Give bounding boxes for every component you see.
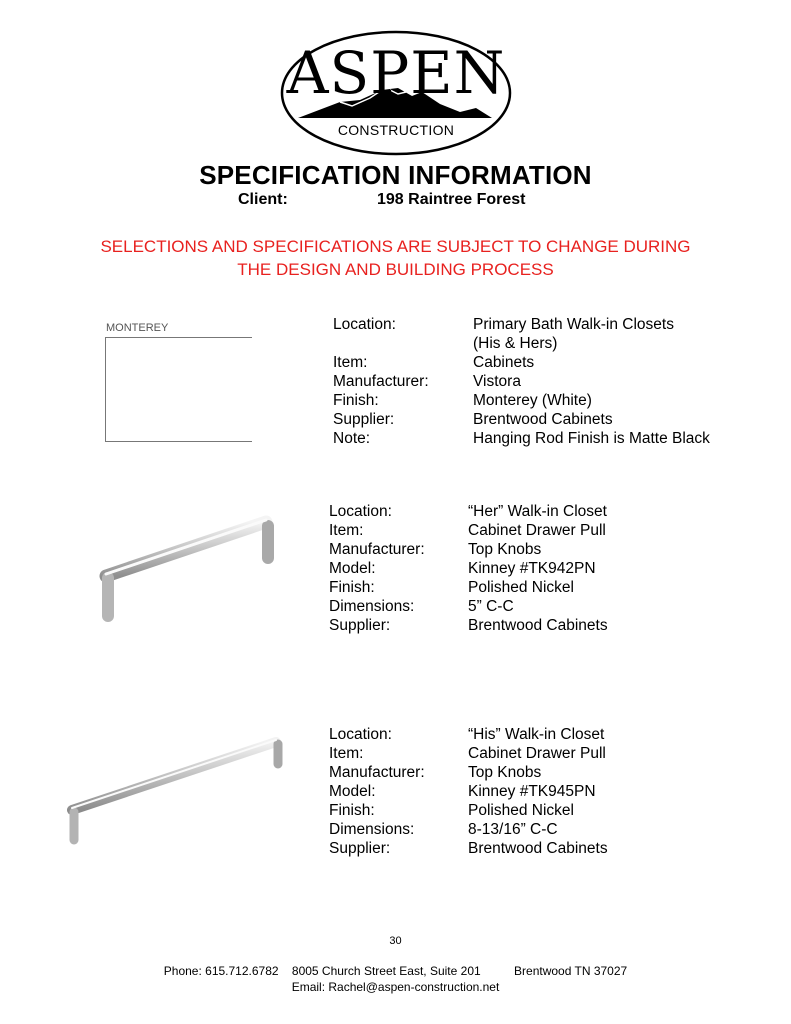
- spec-key: Manufacturer:: [329, 764, 425, 781]
- spec-key: Item:: [329, 745, 364, 762]
- spec-row: [329, 782, 608, 801]
- spec-row: [329, 559, 608, 578]
- spec-key: Finish:: [333, 392, 379, 409]
- spec-value: Monterey (White): [473, 392, 592, 409]
- client-label: Client:: [238, 191, 288, 208]
- spec-value: Polished Nickel: [468, 579, 574, 596]
- change-notice-line: THE DESIGN AND BUILDING PROCESS: [237, 260, 554, 279]
- spec-key: Location:: [333, 316, 396, 333]
- spec-value: Cabinets: [473, 354, 535, 371]
- spec-value: 5” C-C: [468, 598, 514, 615]
- spec-row: [333, 410, 710, 429]
- spec-value: Cabinet Drawer Pull: [468, 522, 606, 539]
- spec-row: [333, 372, 710, 391]
- spec-key: Location:: [329, 503, 392, 520]
- spec-key: [333, 334, 473, 353]
- client-value: 198 Raintree Forest: [377, 191, 526, 208]
- spec-value: Top Knobs: [468, 541, 542, 558]
- spec-row: [329, 502, 608, 521]
- spec-key: Manufacturer:: [329, 541, 425, 558]
- spec-key: Item:: [329, 522, 364, 539]
- spec-value: Brentwood Cabinets: [468, 617, 608, 634]
- spec-key: Supplier:: [329, 617, 391, 634]
- spec-row: [333, 429, 710, 448]
- swatch-label: MONTEREY: [106, 322, 169, 334]
- change-notice: [0, 235, 791, 281]
- spec-key: Dimensions:: [329, 598, 415, 615]
- finish-swatch: [105, 337, 252, 442]
- spec-value: Primary Bath Walk-in Closets: [473, 316, 674, 333]
- footer-email: Email: Rachel@aspen-construction.net: [291, 980, 500, 994]
- spec-key: Note:: [333, 430, 371, 447]
- drawer-pull-image-5in: [98, 508, 283, 628]
- spec-row: [329, 744, 608, 763]
- spec-row: [329, 725, 608, 744]
- spec-row: [329, 540, 608, 559]
- spec-key: Model:: [329, 560, 376, 577]
- spec-value: Brentwood Cabinets: [473, 411, 613, 428]
- spec-key: Supplier:: [333, 411, 395, 428]
- spec-block-her-pull: [329, 502, 608, 635]
- logo-subtitle: CONSTRUCTION: [337, 122, 455, 138]
- footer-contact: Phone: 615.712.6782 8005 Church Street East, Suite 201 Brentwood TN 37027: [163, 964, 628, 978]
- spec-row: [329, 801, 608, 820]
- spec-row: [329, 597, 608, 616]
- spec-key: Manufacturer:: [333, 373, 429, 390]
- spec-key: Location:: [329, 726, 392, 743]
- spec-row: [333, 334, 710, 353]
- logo-wordmark: ASPEN: [286, 39, 506, 107]
- spec-row: [329, 578, 608, 597]
- spec-value: “Her” Walk-in Closet: [468, 503, 607, 520]
- spec-key: Finish:: [329, 802, 375, 819]
- page-number: 30: [389, 935, 402, 947]
- spec-value: “His” Walk-in Closet: [468, 726, 605, 743]
- spec-key: Finish:: [329, 579, 375, 596]
- spec-key: Model:: [329, 783, 376, 800]
- spec-row: [333, 315, 710, 334]
- spec-row: [333, 391, 710, 410]
- drawer-pull-image-8in: [62, 732, 287, 857]
- spec-key: Dimensions:: [329, 821, 415, 838]
- spec-value: Hanging Rod Finish is Matte Black: [473, 430, 710, 447]
- spec-block-his-pull: [329, 725, 608, 858]
- spec-value: Brentwood Cabinets: [468, 840, 608, 857]
- spec-value: Cabinet Drawer Pull: [468, 745, 606, 762]
- spec-value: Polished Nickel: [468, 802, 574, 819]
- spec-row: [333, 353, 710, 372]
- spec-row: [329, 616, 608, 635]
- spec-key: Supplier:: [329, 840, 391, 857]
- change-notice-line: SELECTIONS AND SPECIFICATIONS ARE SUBJECT TO CHANGE DURING: [100, 237, 691, 256]
- spec-row: [329, 820, 608, 839]
- spec-row: [329, 839, 608, 858]
- page-title: SPECIFICATION INFORMATION: [199, 160, 592, 190]
- spec-value: Vistora: [473, 373, 521, 390]
- spec-row: [329, 521, 608, 540]
- spec-value: Kinney #TK945PN: [468, 783, 596, 800]
- spec-value: Top Knobs: [468, 764, 542, 781]
- spec-block-cabinets: [333, 315, 710, 448]
- spec-row: [329, 763, 608, 782]
- spec-value: 8-13/16” C-C: [468, 821, 558, 838]
- spec-value: Kinney #TK942PN: [468, 560, 596, 577]
- company-logo: [280, 30, 512, 156]
- spec-value: (His & Hers): [473, 335, 558, 352]
- spec-key: Item:: [333, 354, 368, 371]
